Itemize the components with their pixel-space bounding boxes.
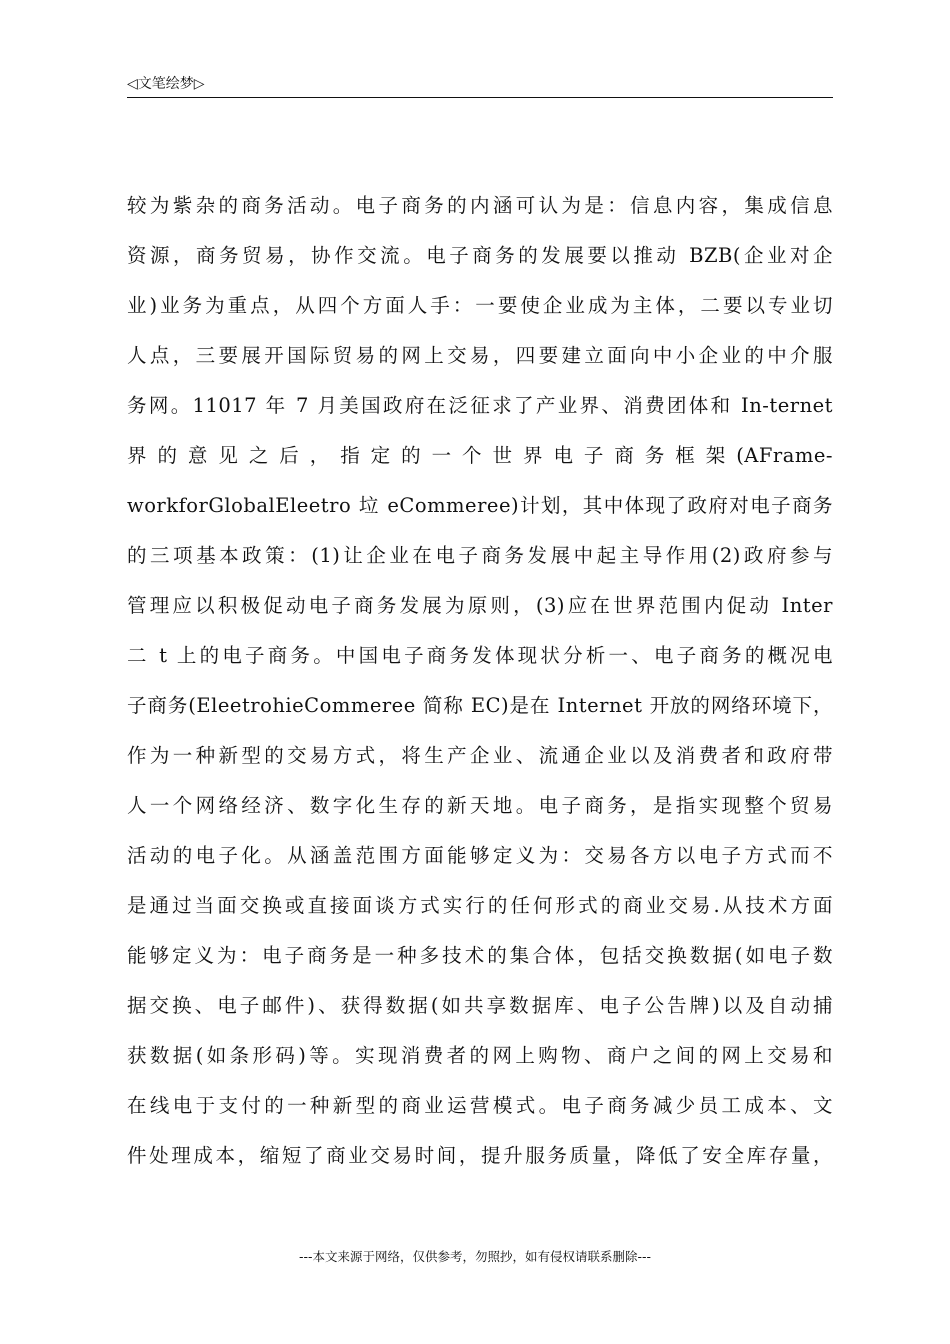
paragraph-line: 务网。11017 年 7 月美国政府在泛征求了产业界、消费团体和 In-ternet	[127, 394, 833, 417]
header-title: ◁文笔绘梦▷	[127, 76, 205, 92]
paragraph-line: 是通过当面交换或直接面谈方式实行的任何形式的商业交易.从技术方面	[127, 894, 833, 917]
paragraph-line: 能够定义为：电子商务是一种多技术的集合体，包括交换数据(如电子数	[127, 944, 833, 967]
paragraph-line: 二 t 上的电子商务。中国电子商务发体现状分析一、电子商务的概况电	[127, 644, 833, 667]
header-divider	[127, 97, 833, 98]
paragraph-line: 活动的电子化。从涵盖范围方面能够定义为：交易各方以电子方式而不	[127, 844, 833, 867]
paragraph-line: 据交换、电子邮件)、获得数据(如共享数据库、电子公告牌)以及自动捕	[127, 994, 833, 1017]
paragraph-line: 资源，商务贸易，协作交流。电子商务的发展要以推动 BZB(企业对企	[127, 244, 833, 267]
paragraph-line: 件处理成本，缩短了商业交易时间，提升服务质量，降低了安全库存量，	[127, 1144, 833, 1167]
paragraph-line: 较为紫杂的商务活动。电子商务的内涵可认为是：信息内容，集成信息	[127, 194, 833, 217]
paragraph-line: 人点，三要展开国际贸易的网上交易，四要建立面向中小企业的中介服	[127, 344, 833, 367]
paragraph-line: 的三项基本政策：(1)让企业在电子商务发展中起主导作用(2)政府参与	[127, 544, 833, 567]
paragraph-line: 界 的 意 见 之 后 ， 指 定 的 一 个 世 界 电 子 商 务 框 架 (AFrame-	[127, 444, 833, 467]
paragraph-line: 人一个网络经济、数字化生存的新天地。电子商务，是指实现整个贸易	[127, 794, 833, 817]
paragraph-line: 在线电于支付的一种新型的商业运营模式。电子商务减少员工成本、文	[127, 1094, 833, 1117]
paragraph-line: 业)业务为重点，从四个方面人手：一要使企业成为主体，二要以专业切	[127, 294, 833, 317]
body-paragraph	[127, 188, 833, 1188]
page-footer	[0, 1247, 950, 1265]
paragraph-line: workforGlobalEleetro 垃 eCommeree)计划，其中体现了政府对电子商务	[127, 494, 833, 517]
page-header	[127, 72, 833, 96]
paragraph-line: 子商务(EleetrohieCommeree 简称 EC)是在 Internet 开放的网络环境下，	[127, 694, 833, 717]
paragraph-line: 管理应以积极促动电子商务发展为原则，(3)应在世界范围内促动 Inter	[127, 594, 833, 617]
paragraph-line: 作为一种新型的交易方式，将生产企业、流通企业以及消费者和政府带	[127, 744, 833, 767]
footer-disclaimer: ---本文来源于网络，仅供参考，勿照抄，如有侵权请联系删除---	[298, 1249, 652, 1264]
paragraph-line: 获数据(如条形码)等。实现消费者的网上购物、商户之间的网上交易和	[127, 1044, 833, 1067]
